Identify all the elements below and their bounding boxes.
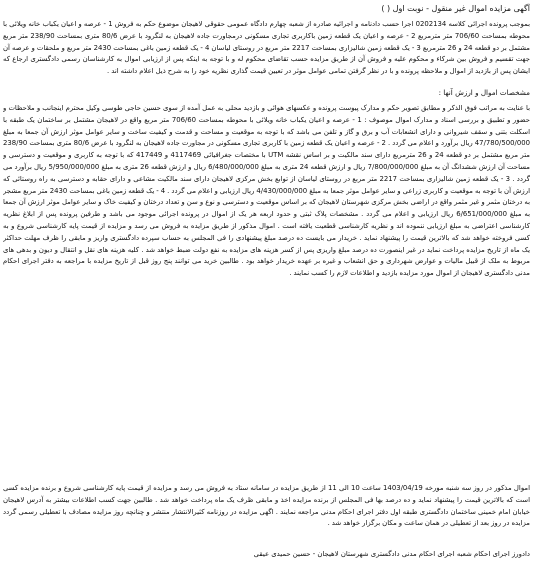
property-details-paragraph: با عنایت به مراتب فوق الذکر و مطابق تصویر حکم و مدارک پیوست پرونده و عکسهای هوائی و بازدید محلی به عمل آمده از سوی حسین حاجی طوسی وکیل محترم اینجانب و ملاحظات و حضور و تطبیق و بررسی اسناد و مدارک اموال موصوف : 1 - عرصه و اعیان یکباب خانه ویلائی با محوطه بمساحت 706/60 متر مربع واقع در لاهیجان مشتمل بر ساختمان یک طبقه با اسکلت بتنی و سقف شیروانی و دارای انشعابات آب و برق و گاز و تلفن می باشد که با توجه به موقعیت و مساحت و قدمت و کیفیت ساخت و سایر عوامل موثر ارزش آن جمعا به مبلغ 47/780/500/000 ریال برآورد و اعلام می گردد . 2 - عرصه و اعیان یک قطعه زمین با کاربری تجاری مسکونی در مجاورت جاده لاهیجان به لنگرود با عرض 80/6 متری بمساحت 238/90 متر مربع مشتمل بر دو قطعه 24 و 26 مترمربع دارای سند مالکیت و بر اساس نقشه UTM با مختصات جغرافیائی 4117469 و 417449 که با توجه به کاربری و موقعیت و دسترسی و مساحت آن ارزش ششدانگ آن به مبلغ 7/800/000/000 ریال و ارزش قطعه 24 متری به مبلغ 6/480/000/000 ریال و ارزش قطعه 26 متری به مبلغ 5/950/000/000 ریال برآورد می گردد . 3 - یک قطعه زمین شالیزاری بمساحت 2217 متر مربع در روستای لیاسان از توابع بخش مرکزی لاهیجان دارای سند مالکیت مشاعی و دارای حقابه و دسترسی به راه روستائی که ارزش آن با توجه به موقعیت و کاربری زراعی و سایر عوامل موثر جمعا به مبلغ 4/430/000/000 ریال ارزیابی و اعلام می گردد . 4 - یک قطعه زمین باغی بمساحت 2430 متر مربع مشجر به درختان مثمر و غیر مثمر واقع در اراضی بخش مرکزی شهرستان لاهیجان که بر اساس موقعیت و دسترسی و نوع و سن و تعداد درختان و کیفیت خاک و سایر عوامل موثر ارزش آن جمعا به مبلغ 6/651/000/000 ریال ارزیابی و اعلام می گردد . مشخصات پلاک ثبتی و حدود اربعه هر یک از اموال در پرونده اجرائی موجود می باشد و طرفین پرونده پس از ابلاغ نظریه کارشناسی اعتراضی به مبلغ ارزیابی ننموده اند و نظریه کارشناسی قطعیت یافته است . اموال مذکور از طریق مزایده به فروش می رسد و مزایده از قیمت پایه کارشناسی شروع و به کسی فروخته خواهد شد که بالاترین قیمت را پیشنهاد نماید . خریدار می بایست ده درصد مبلغ پیشنهادی را فی المجلس به حساب سپرده دادگستری واریز و مابقی را ظرف مهلت حداکثر یک ماه از تاریخ مزایده پرداخت نماید در غیر اینصورت ده درصد مبلغ واریزی پس از کسر هزینه های مزایده به نفع دولت ضبط خواهد شد . کلیه هزینه های نقل و انتقال و دیون و بدهی های مربوط به ملک از قبیل مالیات و عوارض شهرداری و حق انشعاب و غیره بر عهده خریدار خواهد بود . طالبین خرید می توانند پنج روز قبل از تاریخ مزایده با مراجعه به دفتر اجرای احکام مدنی دادگستری لاهیجان از اموال مورد مزایده بازدید و اطلاعات لازم را کسب نمایند . [3,104,530,278]
auction-schedule-paragraph: اموال مذکور در روز سه شنبه مورخه 1403/04/19 ساعت 10 الی 11 از طریق مزایده در سامانه ستاد به فروش می رسد و مزایده از قیمت پایه کارشناسی شروع و برنده مزایده کسی است که بالاترین قیمت را پیشنهاد نماید و ده درصد بها فی المجلس از برنده مزایده اخذ و مابقی ظرف یک ماه پرداخت خواهد شد . طالبین جهت کسب اطلاعات بیشتر به آدرس لاهیجان خیابان امام خمینی ساختمان دادگستری طبقه اول دفتر اجرای احکام مدنی مراجعه نمایند . اگهی مزایده در روزنامه کثیرالانتشار منتشر و چنانچه روز مزایده مصادف با تعطیلی رسمی گردد مزایده در روز بعد از تعطیلی در همان ساعت و مکان برگزار خواهد شد . [3,484,530,528]
signature-line: دادورز اجرای احکام شعبه اجرای احکام مدنی دادگستری شهرستان لاهیجان - حسین حمیدی عیقی [253,550,530,558]
notice-title: آگهی مزایده اموال غیر منقول - نوبت اول ( ) [381,4,530,13]
property-specs-heading: مشخصات اموال و ارزش آنها : [438,88,530,97]
intro-paragraph: بموجب پرونده اجرائی کلاسه 0202134 اجرا حسب دادنامه و اجرائیه صادره از شعبه چهارم دادگاه عمومی حقوقی لاهیجان موضوع حکم به فروش 1 - عرصه و اعیان یکباب خانه ویلائی با محوطه بمساحت 706/60 متر مترمربع 2 - عرصه و اعیان یک قطعه زمین باکاربری تجاری مسکونی درمجاورت جاده لاهیجان به لنگرود با عرض 80/6 متری بمساحت 238/90 متر مربع مشتمل بر دو قطعه 24 و 26 مترمربع 3 - یک قطعه زمین شالیزاری بمساحت 2217 متر مربع در روستای لیاسان 4 - یک قطعه زمین باغی بمساحت 2430 متر مربع و ملحقات و عرصه آن جهت تقسیم و فروش بین شرکاء و محکوم علیه و فروش آن از طریق مزایده حسب تقاضای محکوم له و با توجه به اینکه پس از ارزیابی اموال به کارشناسان رسمی دادگستری ارجاع که ایشان پس از بازدید از اموال و ملاحظه پرونده و با در نظر گرفتن تمامی عوامل موثر در تعیین قیمت گذاری نظریه خود را به شرح ذیل اعلام داشته اند . [3,20,530,76]
